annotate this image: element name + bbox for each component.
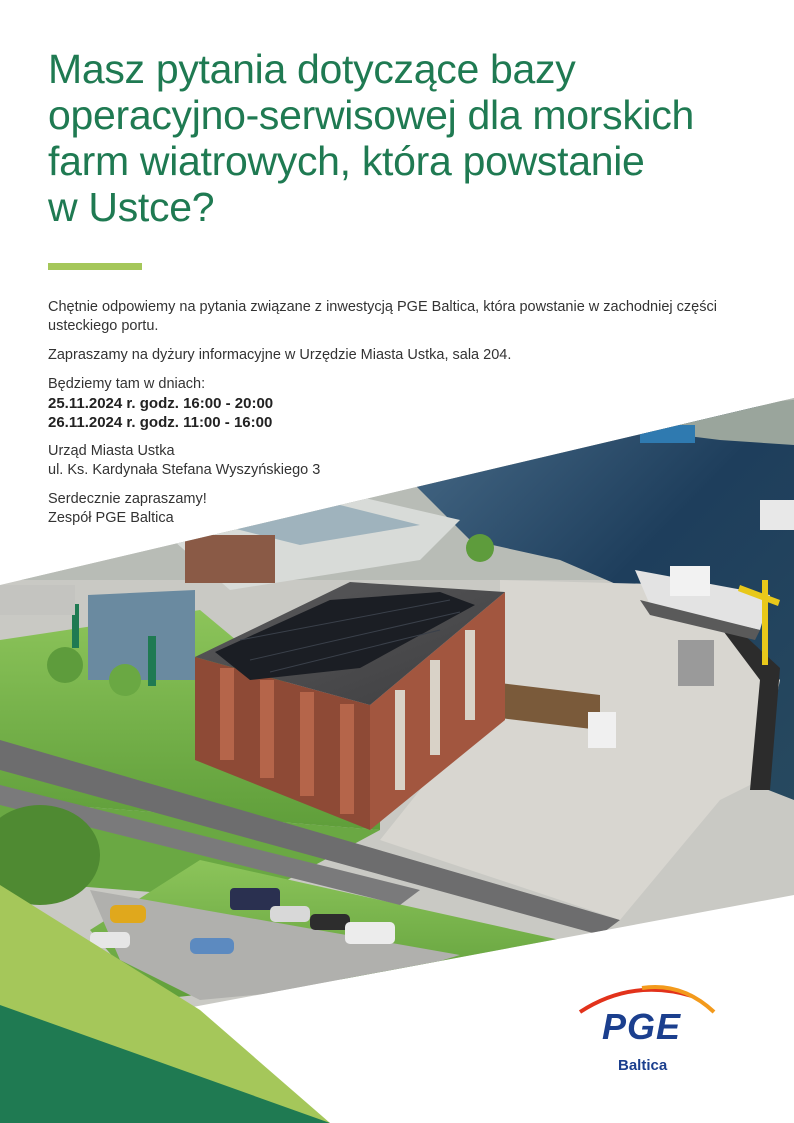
address-name: Urząd Miasta Ustka <box>48 443 175 459</box>
accent-divider <box>48 263 142 270</box>
date-2: 26.11.2024 r. godz. 11:00 - 16:00 <box>48 414 273 431</box>
invitation-paragraph: Zapraszamy na dyżury informacyjne w Urzędzie Miasta Ustka, sala 204. <box>48 347 512 363</box>
page-title <box>48 46 768 230</box>
intro-line-2: usteckiego portu. <box>48 318 159 334</box>
pge-baltica-logo <box>572 978 716 1078</box>
title-line-4: w Ustce? <box>48 184 215 230</box>
title-line-1: Masz pytania dotyczące bazy <box>48 46 576 92</box>
intro-line-1: Chętnie odpowiemy na pytania związane z inwestycją PGE Baltica, która powstanie w zachodniej części <box>48 299 717 315</box>
closing-line-1: Serdecznie zapraszamy! <box>48 491 207 507</box>
title-line-3: farm wiatrowych, która powstanie <box>48 138 645 184</box>
dates-label: Będziemy tam w dniach: <box>48 376 206 392</box>
address-street: ul. Ks. Kardynała Stefana Wyszyńskiego 3 <box>48 462 321 478</box>
title-line-2: operacyjno-serwisowej dla morskich <box>48 92 695 138</box>
closing-line-2: Zespół PGE Baltica <box>48 510 174 526</box>
date-1: 25.11.2024 r. godz. 16:00 - 20:00 <box>48 395 274 412</box>
logo-subtitle: Baltica <box>618 1057 668 1074</box>
logo-wordmark: PGE <box>602 1006 682 1047</box>
intro-paragraph <box>48 298 768 336</box>
